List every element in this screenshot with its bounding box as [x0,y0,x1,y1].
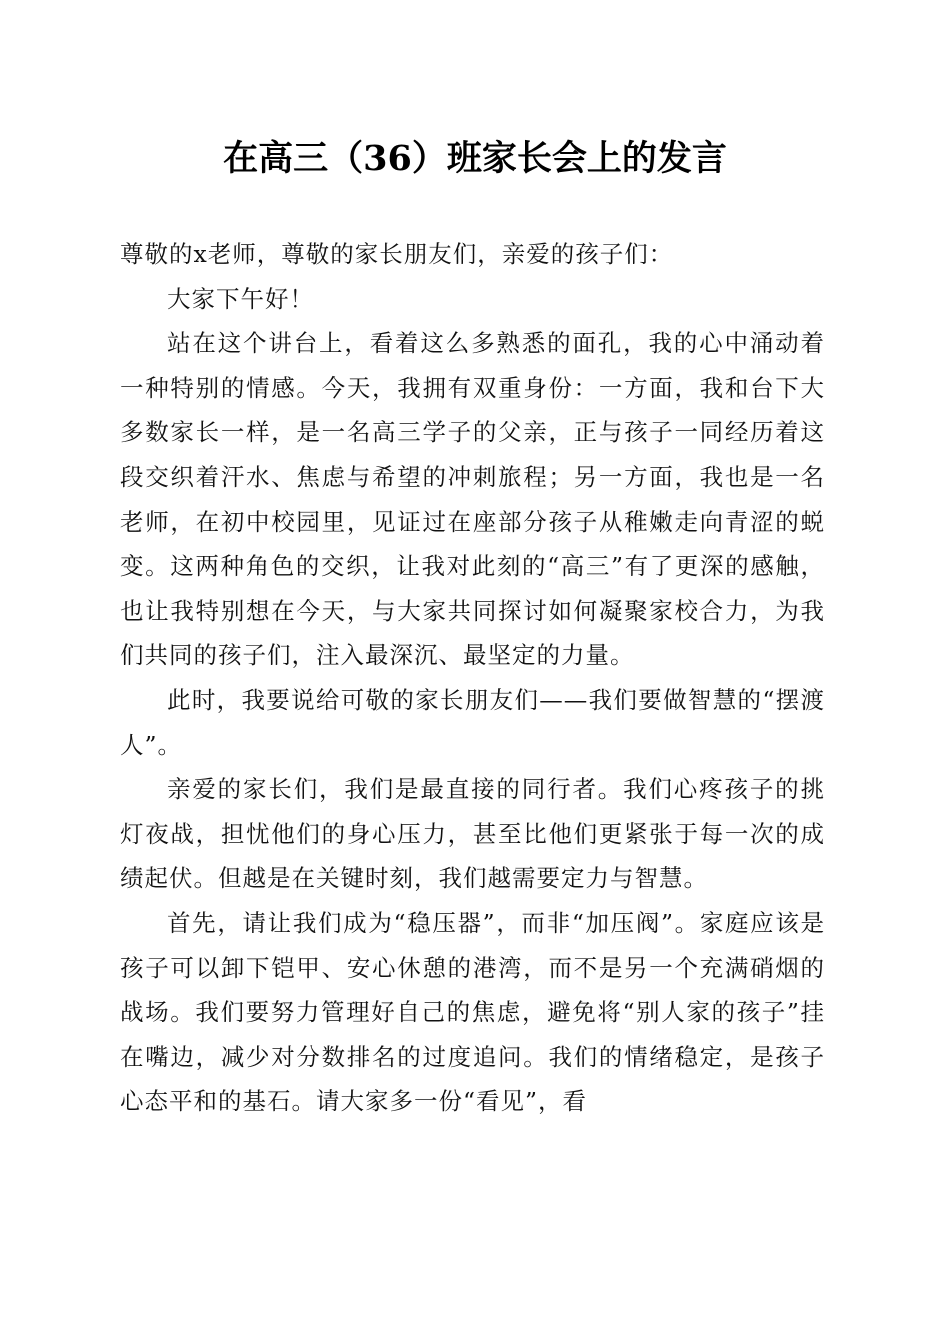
salutation: 尊敬的x老师，尊敬的家长朋友们，亲爱的孩子们： [120,240,674,268]
paragraph-first-point: 首先，请让我们成为“稳压器”，而非“加压阀”。家庭应该是孩子可以卸下铠甲、安心休憩的港湾，而不是另一个充满硝烟的战场。我们要努力管理好自己的焦虑，避免将“别人家的孩子”挂在嘴边，减少对分数排名的过度追问。我们的情绪稳定，是孩子心态平和的基石。请大家多一份“看见”，看 [120,908,825,1116]
paragraph-introduction: 站在这个讲台上，看着这么多熟悉的面孔，我的心中涌动着一种特别的情感。今天，我拥有双重身份：一方面，我和台下大多数家长一样，是一名高三学子的父亲，正与孩子一同经历着这段交织着汗水、焦虑与希望的冲刺旅程；另一方面，我也是一名老师，在初中校园里，见证过在座部分孩子从稚嫩走向青涩的蜕变。这两种角色的交织，让我对此刻的“高三”有了更深的感触，也让我特别想在今天，与大家共同探讨如何凝聚家校合力，为我们共同的孩子们，注入最深沉、最坚定的力量。 [120,329,825,670]
paragraph-theme: 此时，我要说给可敬的家长朋友们——我们要做智慧的“摆渡人”。 [120,685,825,759]
document-body [120,232,825,1124]
paragraph-parents: 亲爱的家长们，我们是最直接的同行者。我们心疼孩子的挑灯夜战，担忧他们的身心压力，甚至比他们更紧张于每一次的成绩起伏。但越是在关键时刻，我们越需要定力与智慧。 [120,775,825,893]
document-title: 在高三（36）班家长会上的发言 [223,138,727,179]
paragraph-greeting: 大家下午好！ [167,284,314,313]
